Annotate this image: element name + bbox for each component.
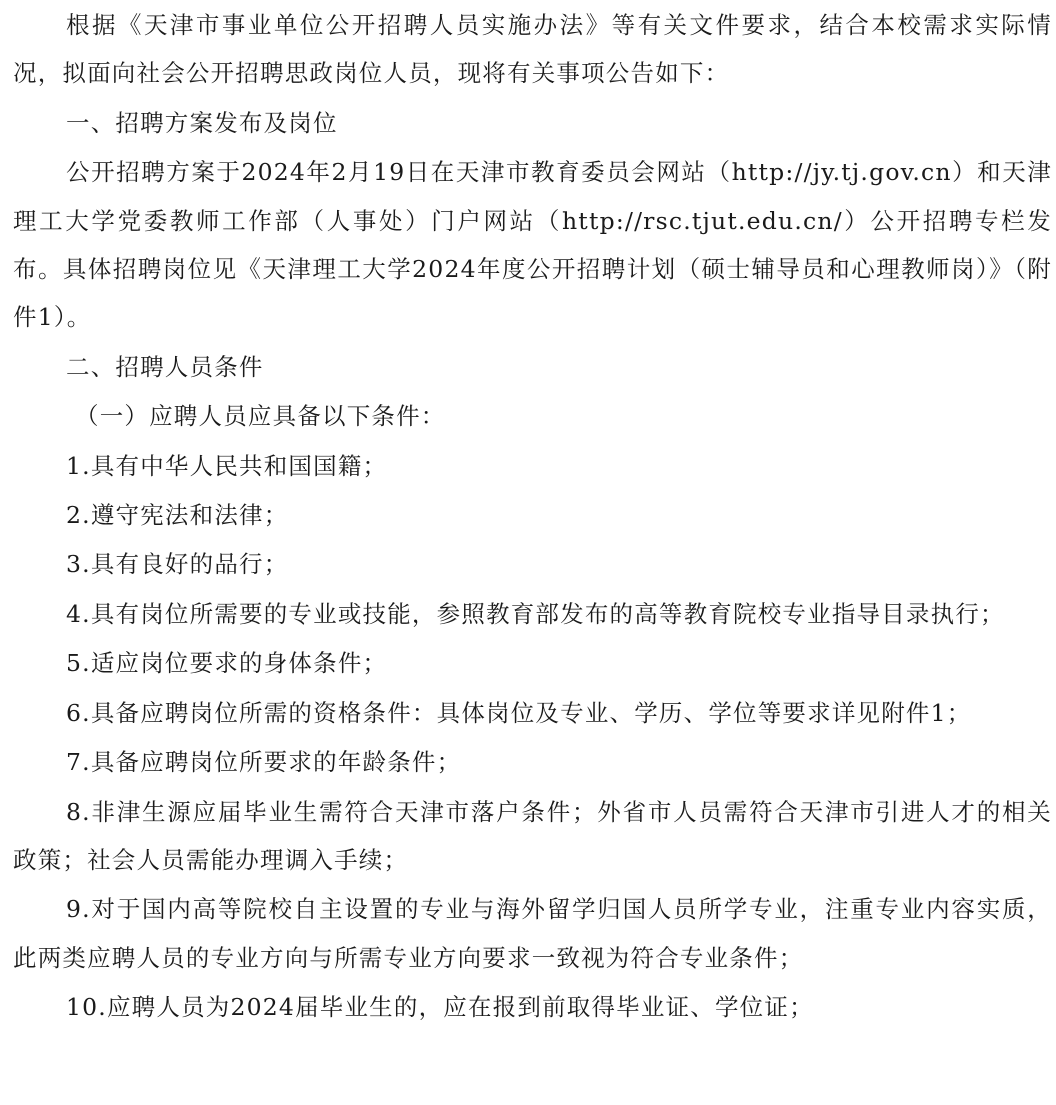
- intro-paragraph: 根据《天津市事业单位公开招聘人员实施办法》等有关文件要求，结合本校需求实际情况，拟面向社会公开招聘思政岗位人员，现将有关事项公告如下：: [13, 11, 1052, 88]
- section-2-subheading: （一）应聘人员应具备以下条件：: [75, 402, 446, 431]
- condition-item-9: 9.对于国内高等院校自主设置的专业与海外留学归国人员所学专业，注重专业内容实质，此两类应聘人员的专业方向与所需专业方向要求一致视为符合专业条件；: [13, 895, 1052, 972]
- condition-item-8: 8.非津生源应届毕业生需符合天津市落户条件；外省市人员需符合天津市引进人才的相关政策；社会人员需能办理调入手续；: [13, 797, 1052, 874]
- condition-item-3: 3.具有良好的品行；: [66, 550, 289, 579]
- section-2-heading: 二、招聘人员条件: [66, 352, 264, 381]
- section-1-heading: 一、招聘方案发布及岗位: [66, 108, 338, 137]
- condition-item-10: 10.应聘人员为2024届毕业生的，应在报到前取得毕业证、学位证；: [66, 993, 814, 1022]
- condition-item-1: 1.具有中华人民共和国国籍；: [66, 451, 388, 480]
- condition-item-7: 7.具备应聘岗位所要求的年龄条件；: [66, 748, 462, 777]
- condition-item-2: 2.遵守宪法和法律；: [66, 501, 289, 530]
- section-1-body: 公开招聘方案于2024年2月19日在天津市教育委员会网站（http://jy.tj.gov.cn）和天津理工大学党委教师工作部（人事处）门户网站（http://rsc.tjut.edu.cn/）公开招聘专栏发布。具体招聘岗位见《天津理工大学2024年度公开招聘计划（硕士辅导员和心理教师岗）》（附件1）。: [13, 158, 1052, 332]
- condition-item-6: 6.具备应聘岗位所需的资格条件：具体岗位及专业、学历、学位等要求详见附件1；: [66, 698, 972, 727]
- condition-item-4: 4.具有岗位所需要的专业或技能，参照教育部发布的高等教育院校专业指导目录执行；: [66, 599, 1005, 628]
- condition-item-5: 5.适应岗位要求的身体条件；: [66, 649, 388, 678]
